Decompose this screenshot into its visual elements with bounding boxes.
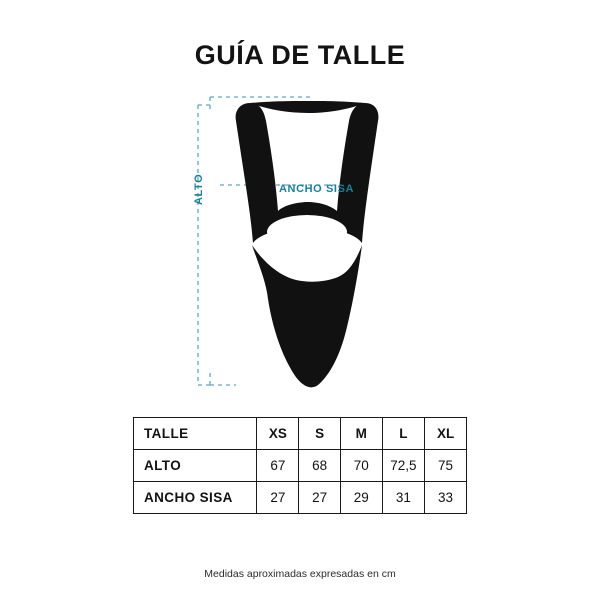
page-title: GUÍA DE TALLE <box>194 40 406 70</box>
size-table <box>133 417 467 514</box>
swimsuit-diagram <box>180 85 430 405</box>
row-label-ancho-sisa: ANCHO SISA <box>134 482 257 514</box>
header-cell-xs: XS <box>257 418 299 450</box>
table-row <box>134 482 467 514</box>
cutout <box>267 215 347 249</box>
ancho-sisa-label: ANCHO SISA <box>279 183 355 195</box>
ancho-sisa-xl: 33 <box>425 482 467 514</box>
alto-xl: 75 <box>425 450 467 482</box>
header-cell-l: L <box>382 418 425 450</box>
header-cell-s: S <box>299 418 341 450</box>
alto-s: 68 <box>299 450 341 482</box>
alto-l: 72,5 <box>382 450 425 482</box>
alto-label: ALTO <box>193 173 205 205</box>
ancho-sisa-m: 29 <box>340 482 382 514</box>
table-header-row <box>134 418 467 450</box>
header-cell-xl: XL <box>425 418 467 450</box>
ancho-sisa-s: 27 <box>299 482 341 514</box>
header-cell-talle: TALLE <box>134 418 257 450</box>
header-cell-m: M <box>340 418 382 450</box>
alto-xs: 67 <box>257 450 299 482</box>
ancho-sisa-l: 31 <box>382 482 425 514</box>
ancho-sisa-xs: 27 <box>257 482 299 514</box>
alto-m: 70 <box>340 450 382 482</box>
row-label-alto: ALTO <box>134 450 257 482</box>
footnote: Medidas aproximadas expresadas en cm <box>204 568 396 580</box>
table-row <box>134 450 467 482</box>
